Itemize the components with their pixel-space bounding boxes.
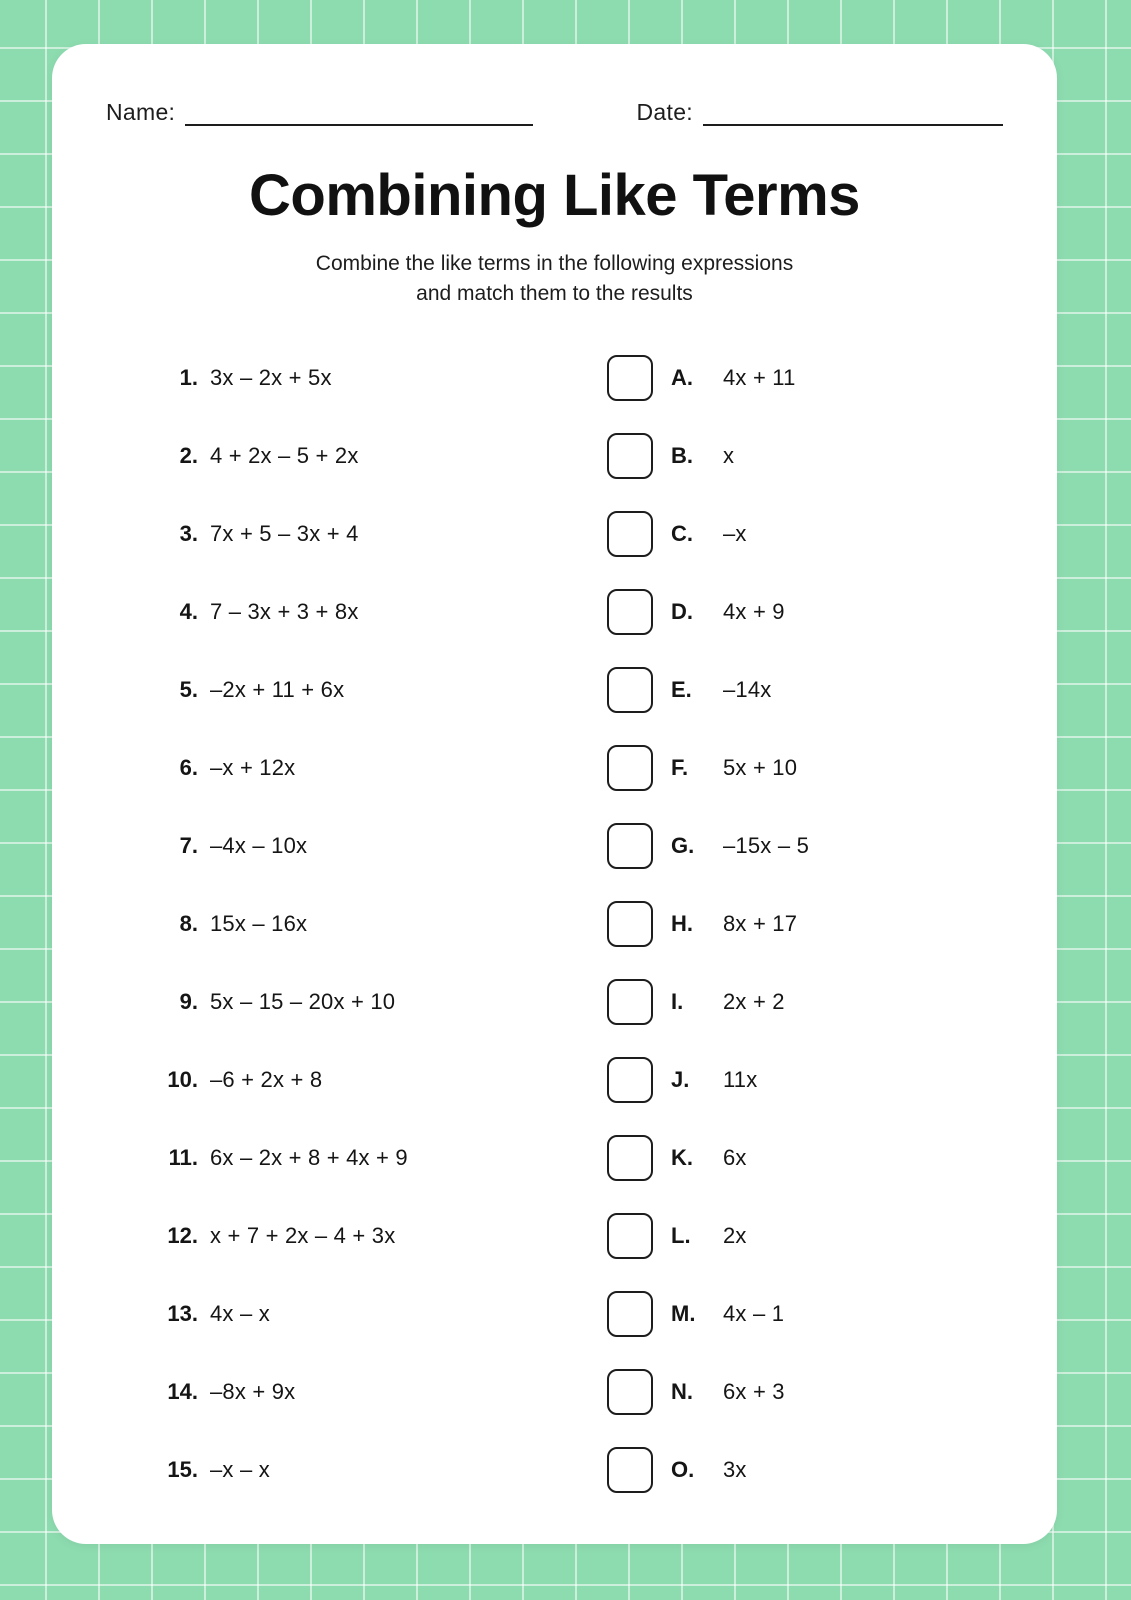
name-write-line[interactable]: [185, 104, 533, 126]
date-label: Date:: [636, 99, 693, 125]
answer-checkbox[interactable]: [607, 979, 653, 1025]
answer-item: [607, 1197, 1057, 1275]
answer-value: 5x + 10: [723, 755, 798, 780]
answer-checkbox[interactable]: [607, 745, 653, 791]
answer-value: x: [723, 443, 735, 468]
answer-item: [607, 573, 1057, 651]
question-expression: –x – x: [210, 1457, 270, 1482]
answer-item: [607, 1041, 1057, 1119]
worksheet-body: [52, 339, 1057, 1509]
answer-item: [607, 417, 1057, 495]
answer-checkbox[interactable]: [607, 1213, 653, 1259]
question-expression: 4 + 2x – 5 + 2x: [210, 443, 359, 468]
answer-value: 4x – 1: [723, 1301, 785, 1326]
answer-checkbox[interactable]: [607, 589, 653, 635]
answer-letter: H.: [671, 911, 693, 936]
answer-item: [607, 1353, 1057, 1431]
answer-letter: M.: [671, 1301, 696, 1326]
question-item: [152, 1275, 577, 1353]
answer-checkbox[interactable]: [607, 1135, 653, 1181]
answer-checkbox[interactable]: [607, 667, 653, 713]
name-field[interactable]: [106, 99, 533, 126]
answer-letter: E.: [671, 677, 692, 702]
question-item: [152, 1353, 577, 1431]
question-expression: –6 + 2x + 8: [210, 1067, 323, 1092]
answer-item: [607, 807, 1057, 885]
subtitle-line-2: and match them to the results: [416, 282, 693, 305]
question-expression: 15x – 16x: [210, 911, 308, 936]
question-item: [152, 885, 577, 963]
question-number: 14.: [167, 1379, 198, 1404]
answer-value: 11x: [723, 1067, 758, 1092]
question-item: [152, 1431, 577, 1509]
answer-item: [607, 495, 1057, 573]
question-number: 2.: [179, 443, 198, 468]
answer-value: 6x + 3: [723, 1379, 785, 1404]
question-number: 10.: [167, 1067, 198, 1092]
answer-value: –x: [723, 521, 747, 546]
answer-item: [607, 651, 1057, 729]
question-expression: 7 – 3x + 3 + 8x: [210, 599, 359, 624]
answer-value: 3x: [723, 1457, 747, 1482]
answer-checkbox[interactable]: [607, 1057, 653, 1103]
answer-item: [607, 339, 1057, 417]
question-item: [152, 963, 577, 1041]
question-number: 15.: [167, 1457, 198, 1482]
question-expression: 6x – 2x + 8 + 4x + 9: [210, 1145, 408, 1170]
question-item: [152, 417, 577, 495]
worksheet-sheet: [52, 44, 1057, 1544]
question-expression: –x + 12x: [210, 755, 296, 780]
answer-letter: N.: [671, 1379, 693, 1404]
answer-item: [607, 963, 1057, 1041]
question-number: 11.: [168, 1145, 198, 1170]
answer-letter: B.: [671, 443, 693, 468]
answer-item: [607, 729, 1057, 807]
answer-value: 8x + 17: [723, 911, 798, 936]
answer-checkbox[interactable]: [607, 511, 653, 557]
question-expression: 3x – 2x + 5x: [210, 365, 332, 390]
answer-letter: I.: [671, 989, 684, 1014]
question-number: 12.: [167, 1223, 198, 1248]
question-number: 8.: [179, 911, 198, 936]
question-expression: –8x + 9x: [210, 1379, 296, 1404]
answer-value: –15x – 5: [723, 833, 810, 858]
answer-letter: F.: [671, 755, 689, 780]
question-expression: 7x + 5 – 3x + 4: [210, 521, 359, 546]
answer-value: 2x + 2: [723, 989, 785, 1014]
answers-column: [577, 339, 1057, 1509]
question-number: 6.: [179, 755, 198, 780]
answer-value: 2x: [723, 1223, 747, 1248]
question-item: [152, 339, 577, 417]
question-number: 5.: [179, 677, 198, 702]
question-item: [152, 573, 577, 651]
answer-item: [607, 1431, 1057, 1509]
answer-letter: K.: [671, 1145, 693, 1170]
answer-item: [607, 1119, 1057, 1197]
answer-checkbox[interactable]: [607, 355, 653, 401]
answer-value: –14x: [723, 677, 772, 702]
question-number: 9.: [179, 989, 198, 1014]
question-item: [152, 1197, 577, 1275]
question-number: 4.: [179, 599, 198, 624]
answer-checkbox[interactable]: [607, 823, 653, 869]
page-subtitle: [52, 249, 1057, 309]
answer-item: [607, 885, 1057, 963]
answer-letter: L.: [671, 1223, 691, 1248]
question-expression: x + 7 + 2x – 4 + 3x: [210, 1223, 396, 1248]
question-item: [152, 1119, 577, 1197]
answer-value: 6x: [723, 1145, 747, 1170]
question-number: 7.: [179, 833, 198, 858]
answer-letter: C.: [671, 521, 693, 546]
meta-row: [106, 99, 1003, 126]
answer-checkbox[interactable]: [607, 1291, 653, 1337]
question-expression: 4x – x: [210, 1301, 270, 1326]
question-expression: –4x – 10x: [210, 833, 308, 858]
name-label: Name:: [106, 99, 176, 125]
question-item: [152, 729, 577, 807]
date-field[interactable]: [637, 99, 1003, 126]
question-expression: –2x + 11 + 6x: [210, 677, 345, 702]
answer-value: 4x + 9: [723, 599, 785, 624]
question-item: [152, 495, 577, 573]
answer-checkbox[interactable]: [607, 1447, 653, 1493]
date-write-line[interactable]: [703, 104, 1003, 126]
question-expression: 5x – 15 – 20x + 10: [210, 989, 396, 1014]
page-title: Combining Like Terms: [249, 163, 860, 228]
questions-column: [52, 339, 577, 1509]
answer-letter: G.: [671, 833, 695, 858]
answer-checkbox[interactable]: [607, 1369, 653, 1415]
question-number: 3.: [179, 521, 198, 546]
answer-checkbox[interactable]: [607, 433, 653, 479]
question-item: [152, 807, 577, 885]
subtitle-line-1: Combine the like terms in the following expressions: [315, 252, 794, 275]
answer-letter: D.: [671, 599, 693, 624]
answer-letter: J.: [671, 1067, 690, 1092]
question-item: [152, 1041, 577, 1119]
answer-item: [607, 1275, 1057, 1353]
question-item: [152, 651, 577, 729]
question-number: 1.: [179, 365, 198, 390]
answer-checkbox[interactable]: [607, 901, 653, 947]
answer-letter: O.: [671, 1457, 695, 1482]
answer-value: 4x + 11: [723, 365, 796, 390]
answer-letter: A.: [671, 365, 693, 390]
question-number: 13.: [167, 1301, 198, 1326]
